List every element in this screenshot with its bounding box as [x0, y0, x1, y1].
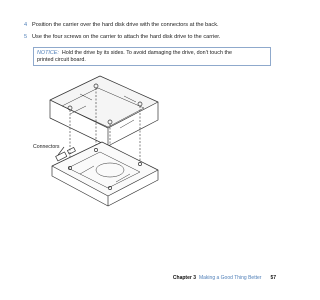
page-footer [150, 275, 276, 281]
notice-text-line-1: Hold the drive by its sides. To avoid damaging the drive, don’t touch the [61, 50, 232, 56]
footer-chapter-title[interactable]: Making a Good Thing Better [198, 275, 262, 281]
notice-label: NOTICE: [37, 50, 59, 56]
notice-text-line-2: printed circuit board. [37, 57, 86, 64]
step-5 [24, 34, 286, 41]
step-text: Position the carrier over the hard disk drive with the connectors at the back. [32, 22, 219, 28]
notice-box [33, 47, 271, 66]
footer-chapter: Chapter 3 [172, 275, 196, 281]
step-number: 5 [24, 34, 28, 40]
step-text: Use the four screws on the carrier to attach the hard disk drive to the carrier. [32, 34, 221, 40]
page-number: 57 [270, 275, 276, 281]
connectors-callout: Connectors [33, 144, 60, 150]
step-number: 4 [24, 22, 28, 28]
step-4 [24, 22, 286, 29]
